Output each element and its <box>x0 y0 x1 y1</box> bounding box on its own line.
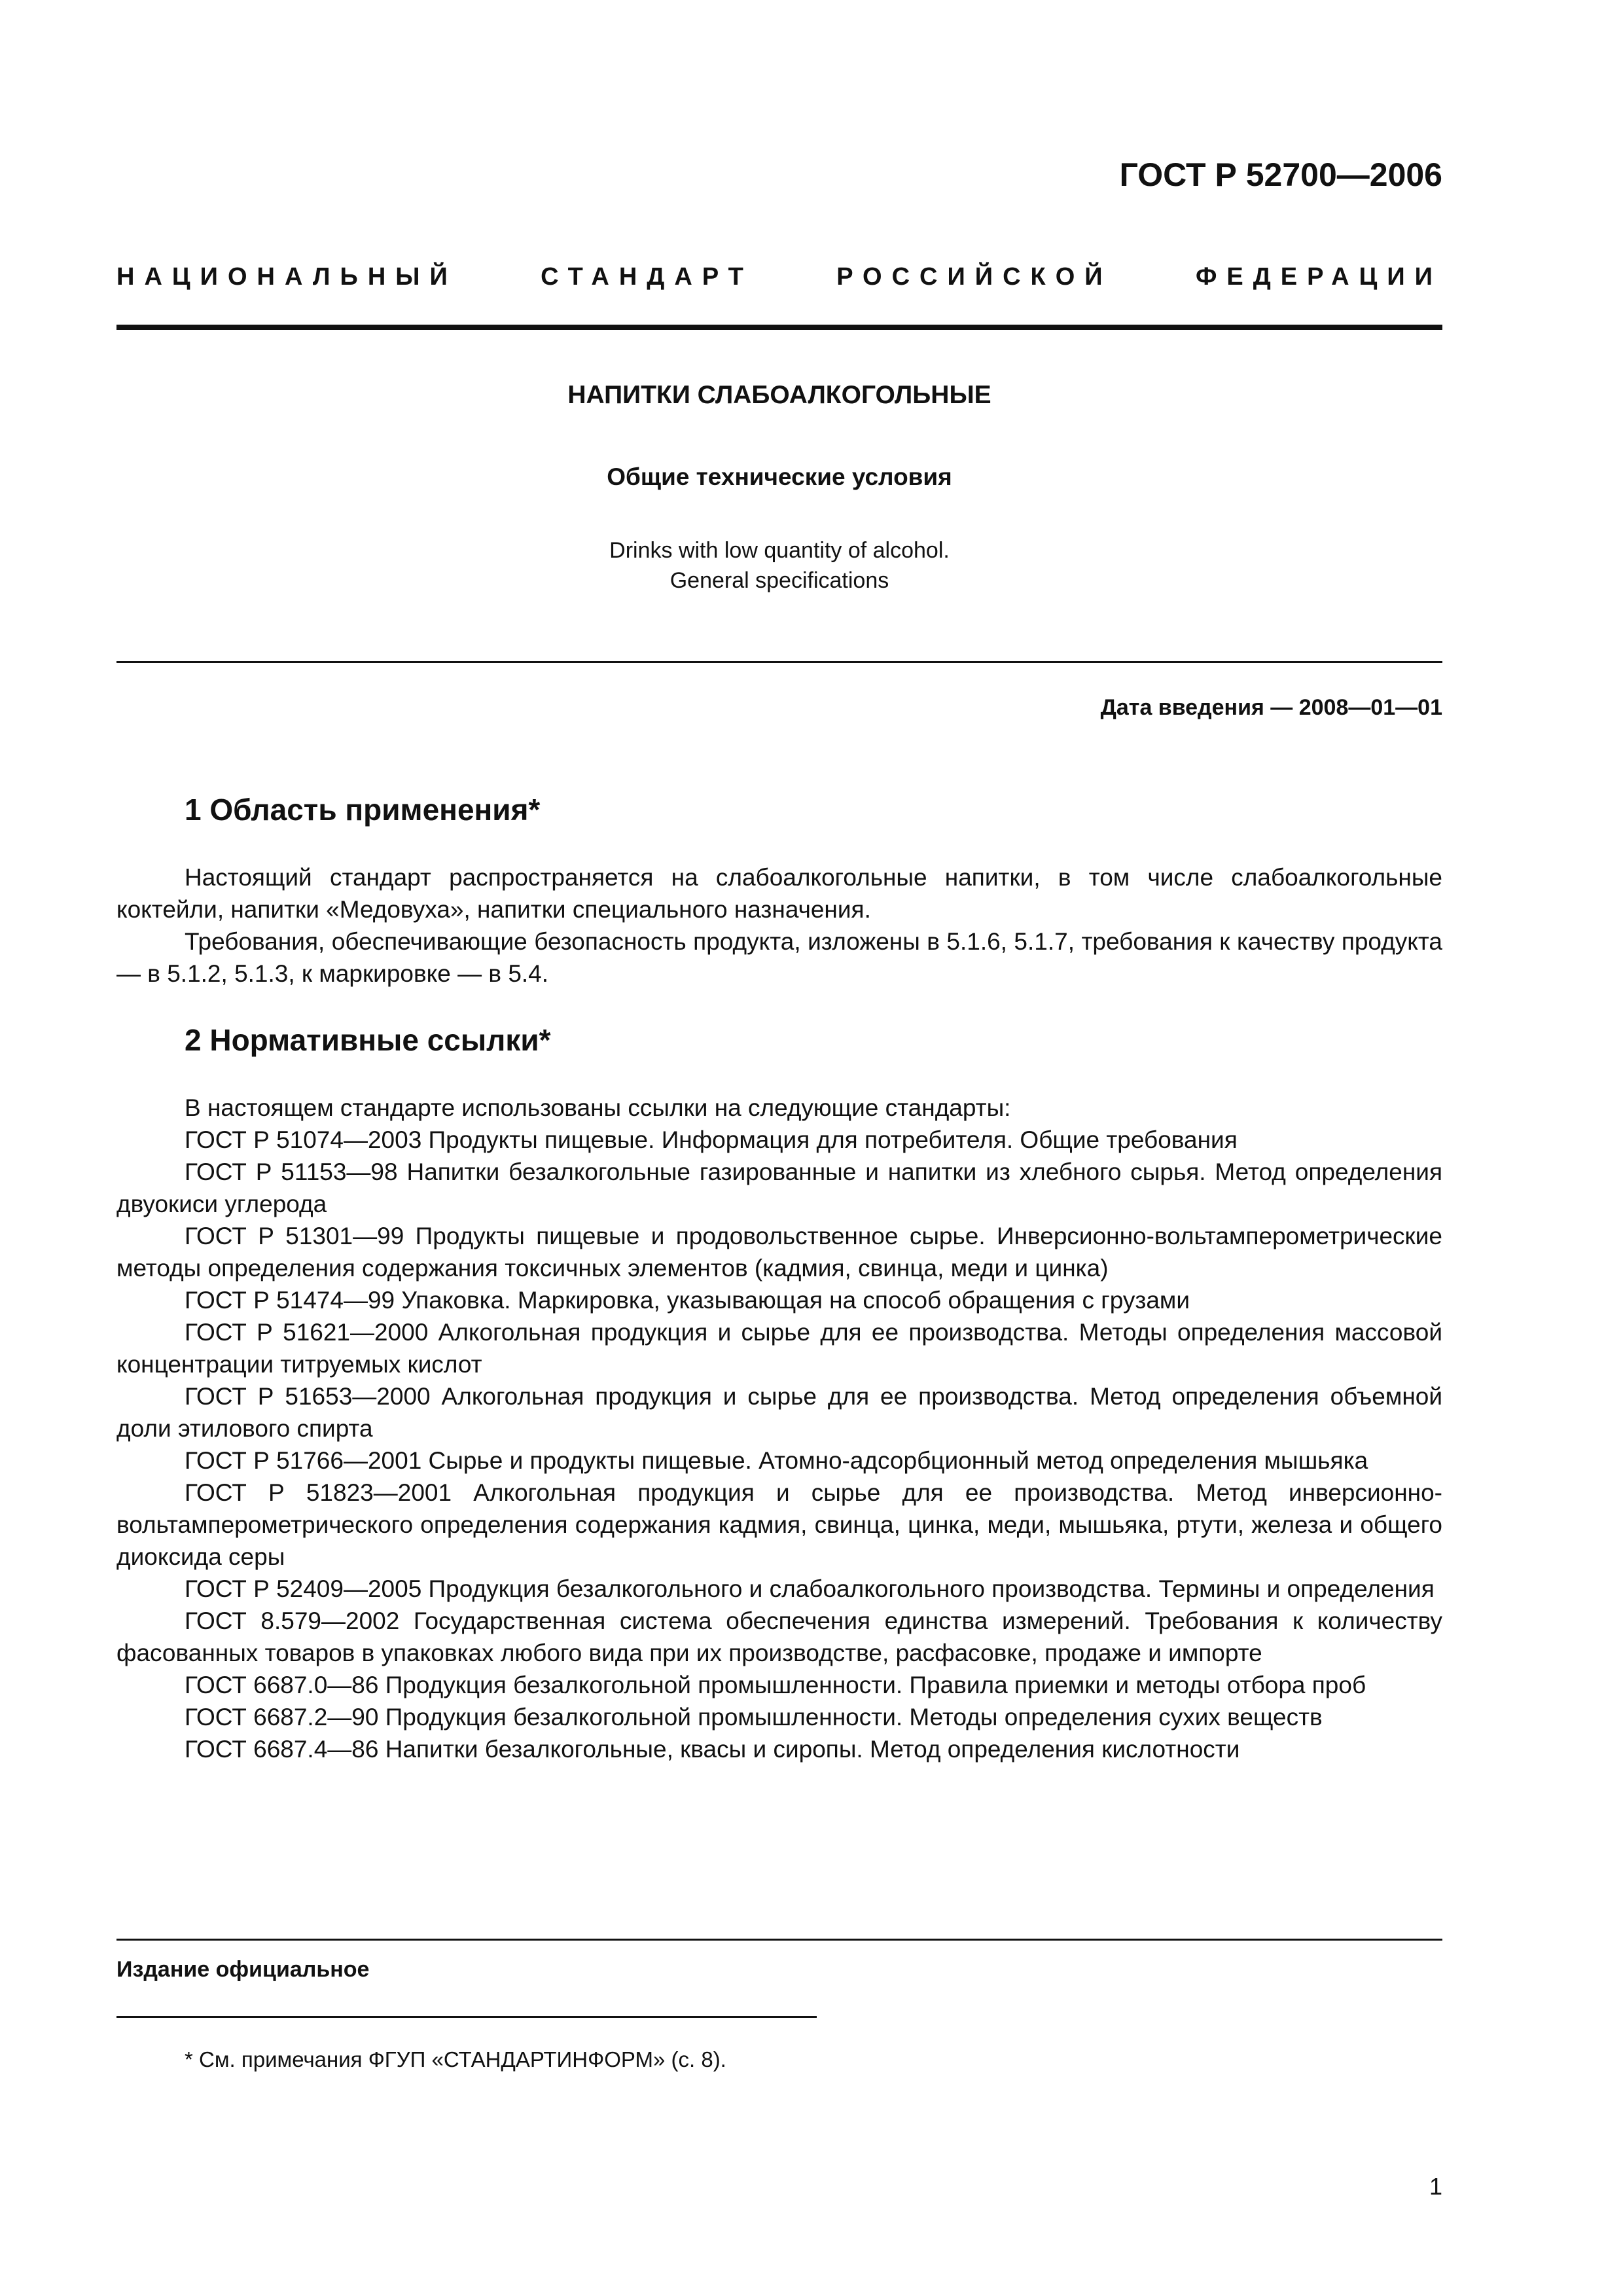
document-code: ГОСТ Р 52700—2006 <box>1119 156 1442 193</box>
header-divider <box>116 325 1442 330</box>
national-word: РОССИЙСКОЙ <box>836 263 1113 291</box>
english-title <box>116 535 1442 596</box>
english-title-line: General specifications <box>669 568 889 593</box>
section-body-references <box>116 1092 1442 1765</box>
reference-entry: ГОСТ Р 51153—98 Напитки безалкогольные газированные и напитки из хлебного сырья. Метод определения двуокиси углерода <box>116 1158 1442 1217</box>
reference-entry: ГОСТ 6687.4—86 Напитки безалкогольные, квасы и сиропы. Метод определения кислотности <box>185 1736 1240 1763</box>
reference-entry: ГОСТ Р 51653—2000 Алкогольная продукция и сырье для ее производства. Метод определения объемной доли этилового спирта <box>116 1383 1442 1442</box>
footnote: * См. примечания ФГУП «СТАНДАРТИНФОРМ» (с. 8). <box>185 2047 726 2072</box>
national-standard-header <box>116 263 1442 291</box>
section-heading-references: 2 Нормативные ссылки* <box>185 1023 551 1057</box>
section-body-scope <box>116 861 1442 990</box>
footer-divider <box>116 1939 1442 1941</box>
introduction-date: Дата введения — 2008—01—01 <box>1100 695 1442 720</box>
reference-entry: ГОСТ Р 51301—99 Продукты пищевые и продовольственное сырье. Инверсионно-вольтамперометрические методы определения содержания токсичных элементов (кадмия, свинца, меди и цинка) <box>116 1223 1442 1282</box>
reference-entry: ГОСТ Р 51474—99 Упаковка. Маркировка, указывающая на способ обращения с грузами <box>185 1287 1190 1314</box>
english-title-line: Drinks with low quantity of alcohol. <box>609 538 950 563</box>
paragraph: Настоящий стандарт распространяется на слабоалкогольные напитки, в том числе слабоалкогольные коктейли, напитки «Медовуха», напитки специального назначения. <box>116 864 1442 923</box>
reference-entry: ГОСТ Р 51621—2000 Алкогольная продукция и сырье для ее производства. Методы определения массовой концентрации титруемых кислот <box>116 1319 1442 1378</box>
page-number: 1 <box>1429 2173 1442 2200</box>
paragraph: В настоящем стандарте использованы ссылки на следующие стандарты: <box>185 1094 1011 1121</box>
reference-entry: ГОСТ 6687.0—86 Продукция безалкогольной промышленности. Правила приемки и методы отбора проб <box>185 1672 1366 1698</box>
reference-entry: ГОСТ Р 52409—2005 Продукция безалкогольного и слабоалкогольного производства. Термины и определения <box>185 1575 1435 1602</box>
national-word: НАЦИОНАЛЬНЫЙ <box>116 263 457 291</box>
title-divider <box>116 661 1442 663</box>
national-word: ФЕДЕРАЦИИ <box>1195 263 1442 291</box>
footnote-divider <box>116 2016 817 2018</box>
paragraph: Требования, обеспечивающие безопасность продукта, изложены в 5.1.6, 5.1.7, требования к качеству продукта — в 5.1.2, 5.1.3, к маркировке — в 5.4. <box>116 928 1442 987</box>
document-subtitle: Общие технические условия <box>607 463 952 490</box>
section-heading-scope: 1 Область применения* <box>185 793 541 827</box>
document-title: НАПИТКИ СЛАБОАЛКОГОЛЬНЫЕ <box>567 381 991 409</box>
official-edition-label: Издание официальное <box>116 1957 370 1982</box>
reference-entry: ГОСТ Р 51074—2003 Продукты пищевые. Информация для потребителя. Общие требования <box>185 1126 1238 1153</box>
reference-entry: ГОСТ Р 51766—2001 Сырье и продукты пищевые. Атомно-адсорбционный метод определения мышьяка <box>185 1447 1368 1474</box>
reference-entry: ГОСТ 8.579—2002 Государственная система обеспечения единства измерений. Требования к количеству фасованных товаров в упаковках любого вида при их производстве, расфасовке, продаже и импорте <box>116 1607 1442 1666</box>
reference-entry: ГОСТ 6687.2—90 Продукция безалкогольной промышленности. Методы определения сухих веществ <box>185 1704 1323 1731</box>
national-word: СТАНДАРТ <box>541 263 753 291</box>
reference-entry: ГОСТ Р 51823—2001 Алкогольная продукция и сырье для ее производства. Метод инверсионно-вольтамперометрического определения содержания кадмия, свинца, цинка, меди, мышьяка, ртути, железа и общего диоксида серы <box>116 1479 1442 1570</box>
